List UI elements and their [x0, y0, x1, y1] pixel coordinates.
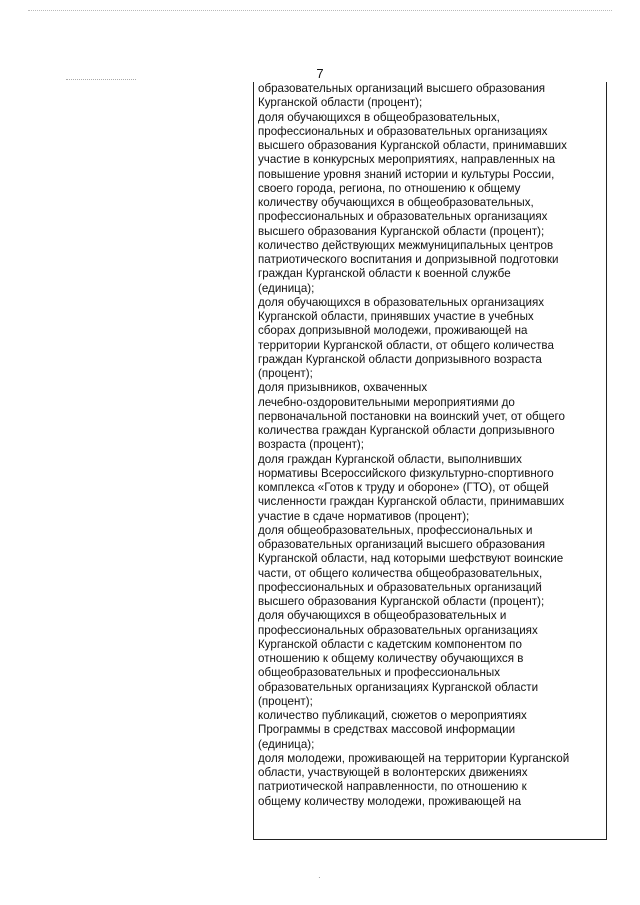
indicator-text-line: образовательных организациях Курганской области: [258, 680, 539, 694]
indicator-text-line: общему количеству молодежи, проживающей на: [258, 794, 522, 808]
indicator-text-line: количество публикаций, сюжетов о мероприятиях: [258, 709, 527, 722]
indicator-text-line: (единица);: [258, 281, 315, 295]
indicator-text-line: части, от общего количества общеобразовательных,: [258, 566, 543, 580]
indicator-text-line: области, участвующей в волонтерских движениях: [258, 766, 528, 779]
table-right-border: [606, 82, 607, 840]
indicator-text-line: своего города, региона, по отношению к общему: [258, 181, 521, 195]
indicator-text-line: профессиональных и образовательных организациях: [258, 210, 548, 224]
indicator-text-line: общеобразовательных и профессиональных: [258, 666, 501, 680]
indicator-text-line: (процент);: [258, 694, 313, 708]
scan-top-rule: [28, 10, 612, 11]
indicators-cell-text: [258, 82, 605, 809]
indicator-text-line: доля молодежи, проживающей на территории Курганской: [258, 751, 570, 765]
indicator-text-line: доля общеобразовательных, профессиональных и: [258, 523, 533, 537]
indicator-text-line: высшего образования Курганской области (процент);: [258, 224, 545, 238]
indicator-text-line: Курганской области, над которыми шефствуют воинские: [258, 552, 564, 566]
indicator-text-line: численности граждан Курганской области, принимавших: [258, 495, 565, 509]
indicator-text-line: сборах допризывной молодежи, проживающей на: [258, 324, 528, 338]
scan-bottom-mark: ·: [318, 873, 321, 882]
table-bottom-border: [253, 839, 607, 840]
page-number: 7: [316, 66, 324, 81]
indicator-text-line: количества граждан Курганской области допризывного: [258, 424, 555, 437]
indicator-text-line: первоначальной постановки на воинский учет, от общего: [258, 409, 565, 423]
indicator-text-line: доля обучающихся в общеобразовательных и: [258, 609, 507, 623]
indicator-text-line: лечебно-оздоровительными мероприятиями до: [258, 395, 515, 409]
indicator-text-line: Программы в средствах массовой информации: [258, 723, 516, 737]
indicator-text-line: образовательных организаций высшего образования: [258, 538, 546, 551]
indicator-text-line: участие в конкурсных мероприятиях, направленных на: [258, 153, 556, 167]
indicator-text-line: профессиональных и образовательных организациях: [258, 124, 548, 138]
indicator-text-line: участие в сдаче нормативов (процент);: [258, 509, 470, 523]
indicator-text-line: повышение уровня знаний истории и культуры России,: [258, 167, 555, 181]
indicator-text-line: (единица);: [258, 737, 315, 751]
indicator-text-line: патриотической направленности, по отношению к: [258, 780, 527, 794]
indicator-text-line: отношению к общему количеству обучающихся в: [258, 652, 524, 665]
indicator-text-line: комплекса «Готов к труду и обороне» (ГТО), от общей: [258, 481, 549, 494]
indicator-text-line: доля граждан Курганской области, выполнивших: [258, 452, 522, 466]
indicator-text-line: высшего образования Курганской области, принимавших: [258, 139, 567, 152]
scan-artifact-line: [66, 79, 136, 80]
indicator-text-line: доля обучающихся в общеобразовательных,: [258, 110, 500, 124]
indicator-text-line: граждан Курганской области к военной службе: [258, 267, 511, 281]
indicator-text-line: количеству обучающихся в общеобразовательных,: [258, 196, 534, 209]
indicator-text-line: профессиональных и образовательных организаций: [258, 580, 542, 594]
indicator-text-line: доля обучающихся в образовательных организациях: [258, 295, 545, 309]
indicator-text-line: доля призывников, охваченных: [258, 381, 428, 395]
indicator-text-line: профессиональных образовательных организациях: [258, 623, 538, 637]
indicator-text-line: Курганской области (процент);: [258, 96, 423, 110]
indicator-text-line: Курганской области, принявших участие в учебных: [258, 310, 534, 323]
indicator-text-line: граждан Курганской области допризывного возраста: [258, 352, 542, 366]
table-column-divider: [253, 82, 254, 840]
indicator-text-line: (процент);: [258, 367, 313, 380]
indicator-text-line: высшего образования Курганской области (процент);: [258, 595, 545, 608]
indicator-text-line: образовательных организаций высшего образования: [258, 82, 546, 95]
indicator-text-line: количество действующих межмуниципальных центров: [258, 238, 554, 252]
indicator-text-line: возраста (процент);: [258, 438, 364, 452]
indicator-text-line: Курганской области с кадетским компонентом по: [258, 637, 522, 651]
indicators-table: [253, 82, 607, 840]
indicator-text-line: нормативы Всероссийского физкультурно-спортивного: [258, 466, 554, 480]
indicator-text-line: территории Курганской области, от общего количества: [258, 338, 554, 352]
indicator-text-line: патриотического воспитания и допризывной подготовки: [258, 253, 559, 266]
